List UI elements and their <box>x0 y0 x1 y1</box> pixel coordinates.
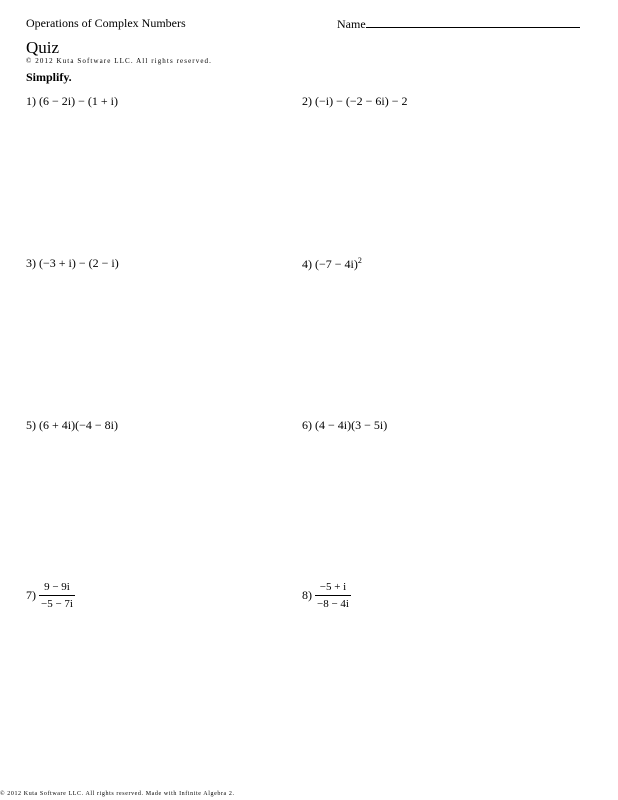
problem-1 <box>26 94 118 109</box>
problem-number: 1) <box>26 94 36 108</box>
problem-expression: (−i) − (−2 − 6i) − 2 <box>315 94 408 108</box>
problem-number: 3) <box>26 256 36 270</box>
name-label: Name <box>337 17 366 31</box>
problem-8 <box>302 580 351 611</box>
worksheet-title: Operations of Complex Numbers <box>26 16 186 30</box>
fraction <box>39 580 75 611</box>
problem-4 <box>302 256 362 272</box>
fraction-numerator: 9 − 9i <box>44 581 70 593</box>
fraction-numerator: −5 + i <box>319 581 347 593</box>
problem-expression: (6 + 4i)(−4 − 8i) <box>39 418 118 432</box>
problem-expression: (−7 − 4i) <box>315 257 358 271</box>
problem-number: 8) <box>302 588 312 602</box>
problem-exponent: 2 <box>357 256 362 265</box>
problem-expression: (−3 + i) − (2 − i) <box>39 256 119 270</box>
name-field <box>337 16 580 32</box>
problem-2 <box>302 94 408 109</box>
fraction-denominator: −8 − 4i <box>315 595 351 611</box>
problem-expression: (6 − 2i) − (1 + i) <box>39 94 118 108</box>
problem-number: 6) <box>302 418 312 432</box>
problem-6 <box>302 418 387 433</box>
name-blank-line <box>366 16 580 28</box>
footer-copyright: © 2012 Kuta Software LLC. All rights reserved. Made with Infinite Algebra 2. <box>0 791 235 797</box>
quiz-heading: Quiz <box>26 38 60 57</box>
instructions: Simplify. <box>26 70 72 84</box>
problem-number: 4) <box>302 257 312 271</box>
problem-5 <box>26 418 118 433</box>
fraction <box>315 580 351 611</box>
problem-number: 7) <box>26 588 36 602</box>
fraction-denominator: −5 − 7i <box>39 595 75 611</box>
problem-7 <box>26 580 75 611</box>
problem-expression: (4 − 4i)(3 − 5i) <box>315 418 388 432</box>
problem-number: 2) <box>302 94 312 108</box>
problem-3 <box>26 256 119 271</box>
problem-number: 5) <box>26 418 36 432</box>
copyright-line: © 2012 Kuta Software LLC. All rights reserved. <box>26 57 212 65</box>
